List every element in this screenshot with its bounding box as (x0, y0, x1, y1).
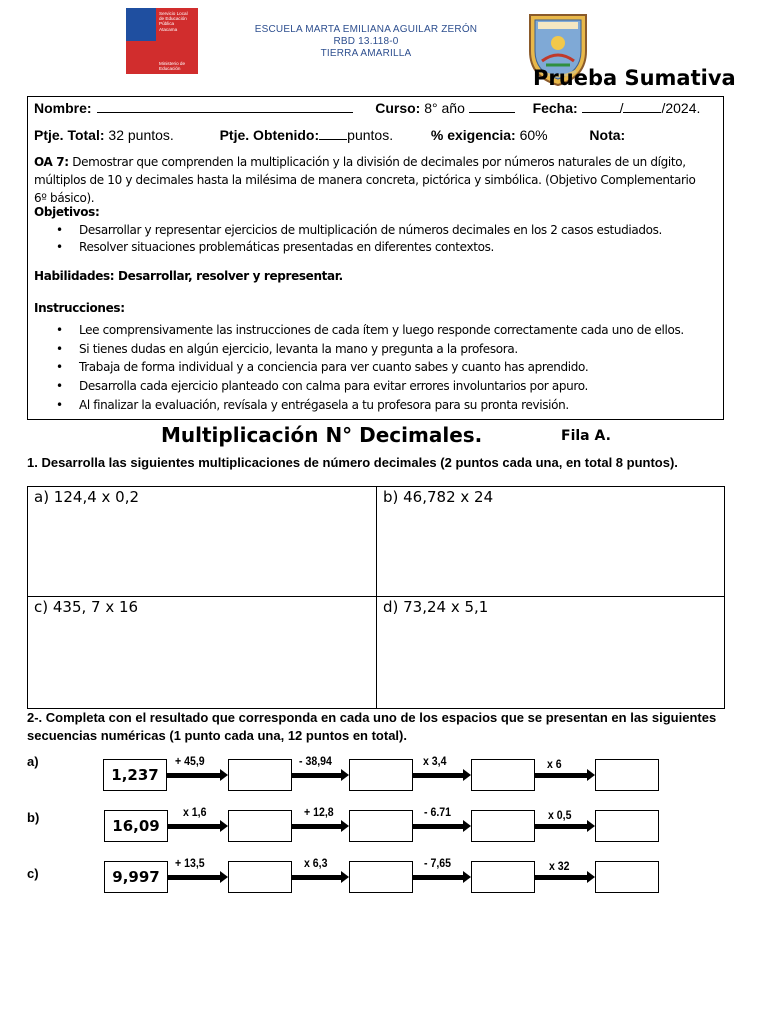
curso-value: 8° año (424, 100, 465, 116)
ptje-obtenido-field[interactable] (319, 126, 347, 140)
list-item: • Si tienes dudas en algún ejercicio, levanta la mano y pregunta a la profesora. (34, 340, 684, 359)
sequence-start-box: 16,09 (104, 810, 168, 842)
operation-label: + 45,9 (175, 754, 205, 768)
sequence-label: a) (27, 754, 39, 769)
logo-line: Educación (159, 65, 181, 71)
list-item: • Lee comprensivamente las instrucciones de cada ítem y luego responde correctamente cada uno de ellos. (34, 321, 684, 340)
school-name: ESCUELA MARTA EMILIANA AGUILAR ZERÓN (254, 24, 478, 35)
question-1-prompt: 1. Desarrolla las siguientes multiplicaciones de número decimales (2 puntos cada una, en total 8 puntos). (27, 455, 678, 470)
answer-box[interactable] (349, 759, 413, 791)
instrucciones-heading: Instrucciones: (34, 301, 125, 315)
arrow-icon (292, 824, 343, 829)
section-title: Multiplicación N° Decimales. (161, 423, 483, 447)
answer-box[interactable] (228, 861, 292, 893)
exercise-label: c) 435, 7 x 16 (34, 598, 139, 616)
exercise-cell[interactable] (28, 597, 377, 708)
sequence-start-box: 9,997 (104, 861, 168, 893)
arrow-icon (413, 824, 465, 829)
instrucciones-list (34, 321, 684, 415)
operation-label: - 38,94 (299, 754, 332, 768)
question-1-grid (27, 486, 725, 709)
student-info-row: Nombre: Curso: 8° año Fecha: / /2024. (34, 100, 701, 116)
operation-label: x 6 (547, 757, 562, 771)
operation-label: x 6,3 (304, 856, 328, 870)
exercise-label: b) 46,782 x 24 (383, 488, 494, 506)
arrow-icon (168, 824, 222, 829)
logo-line: Servicio Local (159, 11, 188, 16)
school-rbd: RBD 13.118-0 (333, 36, 399, 47)
logo-panel (156, 8, 198, 74)
logo-stripe (126, 8, 156, 74)
logo-line: Ministerio de (159, 60, 186, 66)
oa-text: Demostrar que comprenden la multiplicación y la división de decimales por números naturales de un dígito, múltiplos de 10 y decimales hasta la milésima de manera concreta, pictórica y simbólica. (Objetivo Complementario 6º básico). (34, 155, 696, 205)
logo-line: Pública (159, 21, 175, 27)
curso-label: Curso: (375, 100, 421, 116)
answer-box[interactable] (471, 810, 535, 842)
fecha-label: Fecha: (532, 100, 578, 116)
ptje-obtenido-label: Ptje. Obtenido: (219, 127, 320, 143)
nombre-label: Nombre: (34, 100, 92, 116)
arrow-icon (413, 875, 465, 880)
list-item: • Al finalizar la evaluación, revísala y entrégasela a tu profesora para su pronta revisión. (34, 396, 684, 415)
answer-box[interactable] (349, 810, 413, 842)
operation-label: x 3,4 (423, 754, 447, 768)
exercise-cell[interactable] (28, 487, 377, 597)
answer-box[interactable] (595, 810, 659, 842)
arrow-icon (413, 773, 465, 778)
list-item: • Desarrolla cada ejercicio planteado con calma para evitar errores involuntarios por apuro. (34, 377, 684, 396)
objetivos-list (34, 222, 662, 256)
answer-box[interactable] (228, 759, 292, 791)
exercise-cell[interactable] (377, 597, 724, 708)
exercise-label: a) 124,4 x 0,2 (34, 488, 140, 506)
list-item: • Desarrollar y representar ejercicios de multiplicación de números decimales en los 2 casos estudiados. (34, 222, 662, 239)
curso-field[interactable] (469, 99, 515, 113)
sequence-start-box: 1,237 (103, 759, 167, 791)
oa-paragraph (34, 153, 706, 207)
sequence-label: c) (27, 866, 39, 881)
oa-label: OA 7: (34, 155, 69, 169)
operation-label: + 12,8 (304, 805, 334, 819)
ptje-obtenido-suffix: puntos. (347, 127, 394, 143)
question-2-prompt: 2-. Completa con el resultado que corresponda en cada uno de los espacios que se presentan en las siguientes secuencias numéricas (1 punto cada una, 12 puntos en total). (27, 710, 717, 743)
logo-line: Atacama (159, 26, 178, 32)
test-title: Prueba Sumativa (533, 66, 736, 90)
score-row (34, 126, 625, 143)
arrow-icon (292, 875, 343, 880)
school-info (230, 24, 502, 60)
fecha-day-field[interactable] (582, 99, 620, 113)
school-location: TIERRA AMARILLA (320, 48, 412, 59)
arrow-icon (535, 824, 589, 829)
answer-box[interactable] (595, 759, 659, 791)
nota-label: Nota: (589, 127, 626, 143)
fecha-month-field[interactable] (623, 99, 661, 113)
operation-label: + 13,5 (175, 856, 205, 870)
arrow-icon (292, 773, 343, 778)
habilidades-text: Habilidades: Desarrollar, resolver y representar. (34, 269, 343, 283)
operation-label: x 1,6 (183, 805, 207, 819)
nombre-field[interactable] (97, 99, 353, 113)
operation-label: - 6.71 (424, 805, 452, 819)
arrow-icon (167, 773, 222, 778)
objetivos-heading: Objetivos: (34, 205, 100, 219)
ptje-total-label: Ptje. Total: (34, 127, 105, 143)
answer-box[interactable] (471, 759, 535, 791)
exigencia-value: 60% (519, 127, 548, 143)
operation-label: x 0,5 (548, 808, 572, 822)
answer-box[interactable] (349, 861, 413, 893)
servicio-local-logo (126, 8, 198, 74)
exercise-label: d) 73,24 x 5,1 (383, 598, 489, 616)
logo-line: de Educación (159, 16, 187, 22)
operation-label: - 7,65 (424, 856, 452, 870)
fila-label: Fila A. (561, 428, 611, 444)
ptje-total-value: 32 puntos. (108, 127, 174, 143)
answer-box[interactable] (595, 861, 659, 893)
list-item: • Trabaja de forma individual y a conciencia para ver cuanto sabes y cuanto has aprendido. (34, 358, 684, 377)
exercise-cell[interactable] (377, 487, 724, 597)
arrow-icon (535, 875, 589, 880)
fecha-year: /2024. (661, 100, 701, 116)
exigencia-label: % exigencia: (430, 127, 516, 143)
answer-box[interactable] (228, 810, 292, 842)
list-item: • Resolver situaciones problemáticas presentadas en diferentes contextos. (34, 239, 662, 256)
operation-label: x 32 (549, 859, 570, 873)
arrow-icon (535, 773, 589, 778)
arrow-icon (168, 875, 222, 880)
sequence-label: b) (27, 810, 40, 825)
answer-box[interactable] (471, 861, 535, 893)
